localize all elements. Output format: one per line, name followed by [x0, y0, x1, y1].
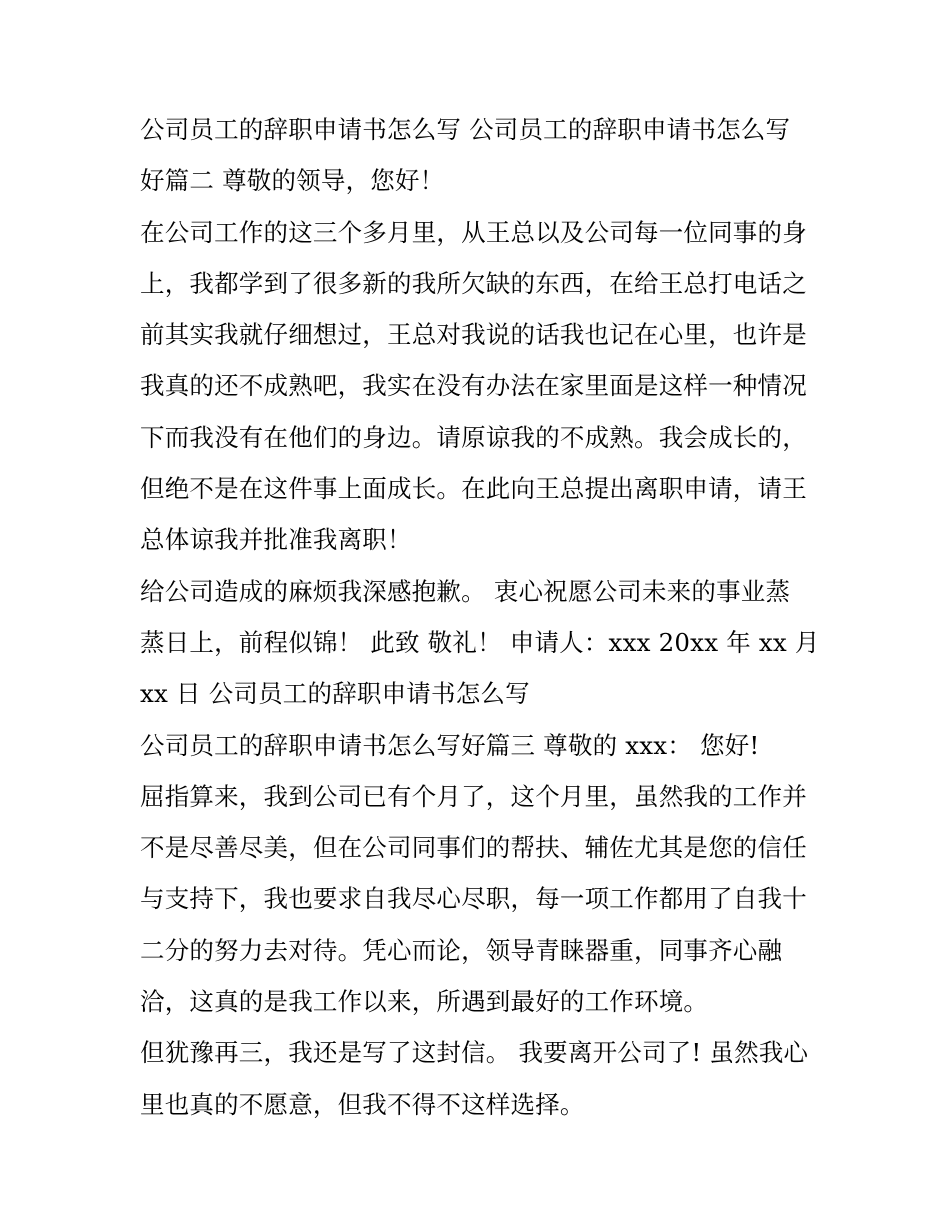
- text-line-9: 总体谅我并批准我离职！: [140, 525, 412, 555]
- text-line-8: 但绝不是在这件事上面成长。在此向王总提出离职申请，请王: [140, 474, 807, 504]
- text-line-18: 洽，这真的是我工作以来，所遇到最好的工作环境。: [140, 987, 709, 1017]
- text-line-3: 在公司工作的这三个多月里，从王总以及公司每一位同事的身: [140, 217, 807, 247]
- text-line-15: 不是尽善尽美，但在公司同事们的帮扶、辅佐尤其是您的信任: [140, 833, 807, 863]
- text-line-12: xx 日 公司员工的辞职申请书怎么写: [140, 679, 530, 709]
- text-line-6: 我真的还不成熟吧，我实在没有办法在家里面是这样一种情况: [140, 371, 807, 401]
- text-line-7: 下而我没有在他们的身边。请原谅我的不成熟。我会成长的，: [140, 422, 807, 452]
- document-body: [140, 104, 820, 1130]
- text-line-1: 公司员工的辞职申请书怎么写 公司员工的辞职申请书怎么写: [140, 115, 791, 144]
- text-line-13: 公司员工的辞职申请书怎么写好篇三 尊敬的 xxx： 您好!: [140, 730, 760, 760]
- text-line-4: 上，我都学到了很多新的我所欠缺的东西，在给王总打电话之: [140, 268, 807, 298]
- text-line-5: 前其实我就仔细想过，王总对我说的话我也记在心里，也许是: [140, 320, 807, 350]
- text-line-16: 与支持下，我也要求自我尽心尽职，每一项工作都用了自我十: [140, 884, 807, 914]
- text-line-10: 给公司造成的麻烦我深感抱歉。 衷心祝愿公司未来的事业蒸: [140, 576, 791, 606]
- text-line-2: 好篇二 尊敬的领导，您好！: [140, 166, 445, 196]
- text-line-19: 但犹豫再三，我还是写了这封信。 我要离开公司了! 虽然我心: [140, 1038, 809, 1068]
- text-line-17: 二分的努力去对待。凭心而论，领导青睐器重，同事齐心融: [140, 935, 783, 965]
- text-line-11: 蒸日上，前程似锦！ 此致 敬礼！ 申请人：xxx 20xx 年 xx 月: [140, 627, 820, 657]
- text-line-20: 里也真的不愿意，但我不得不这样选择。: [140, 1089, 585, 1119]
- text-line-14: 屈指算来，我到公司已有个月了，这个月里，虽然我的工作并: [140, 781, 807, 811]
